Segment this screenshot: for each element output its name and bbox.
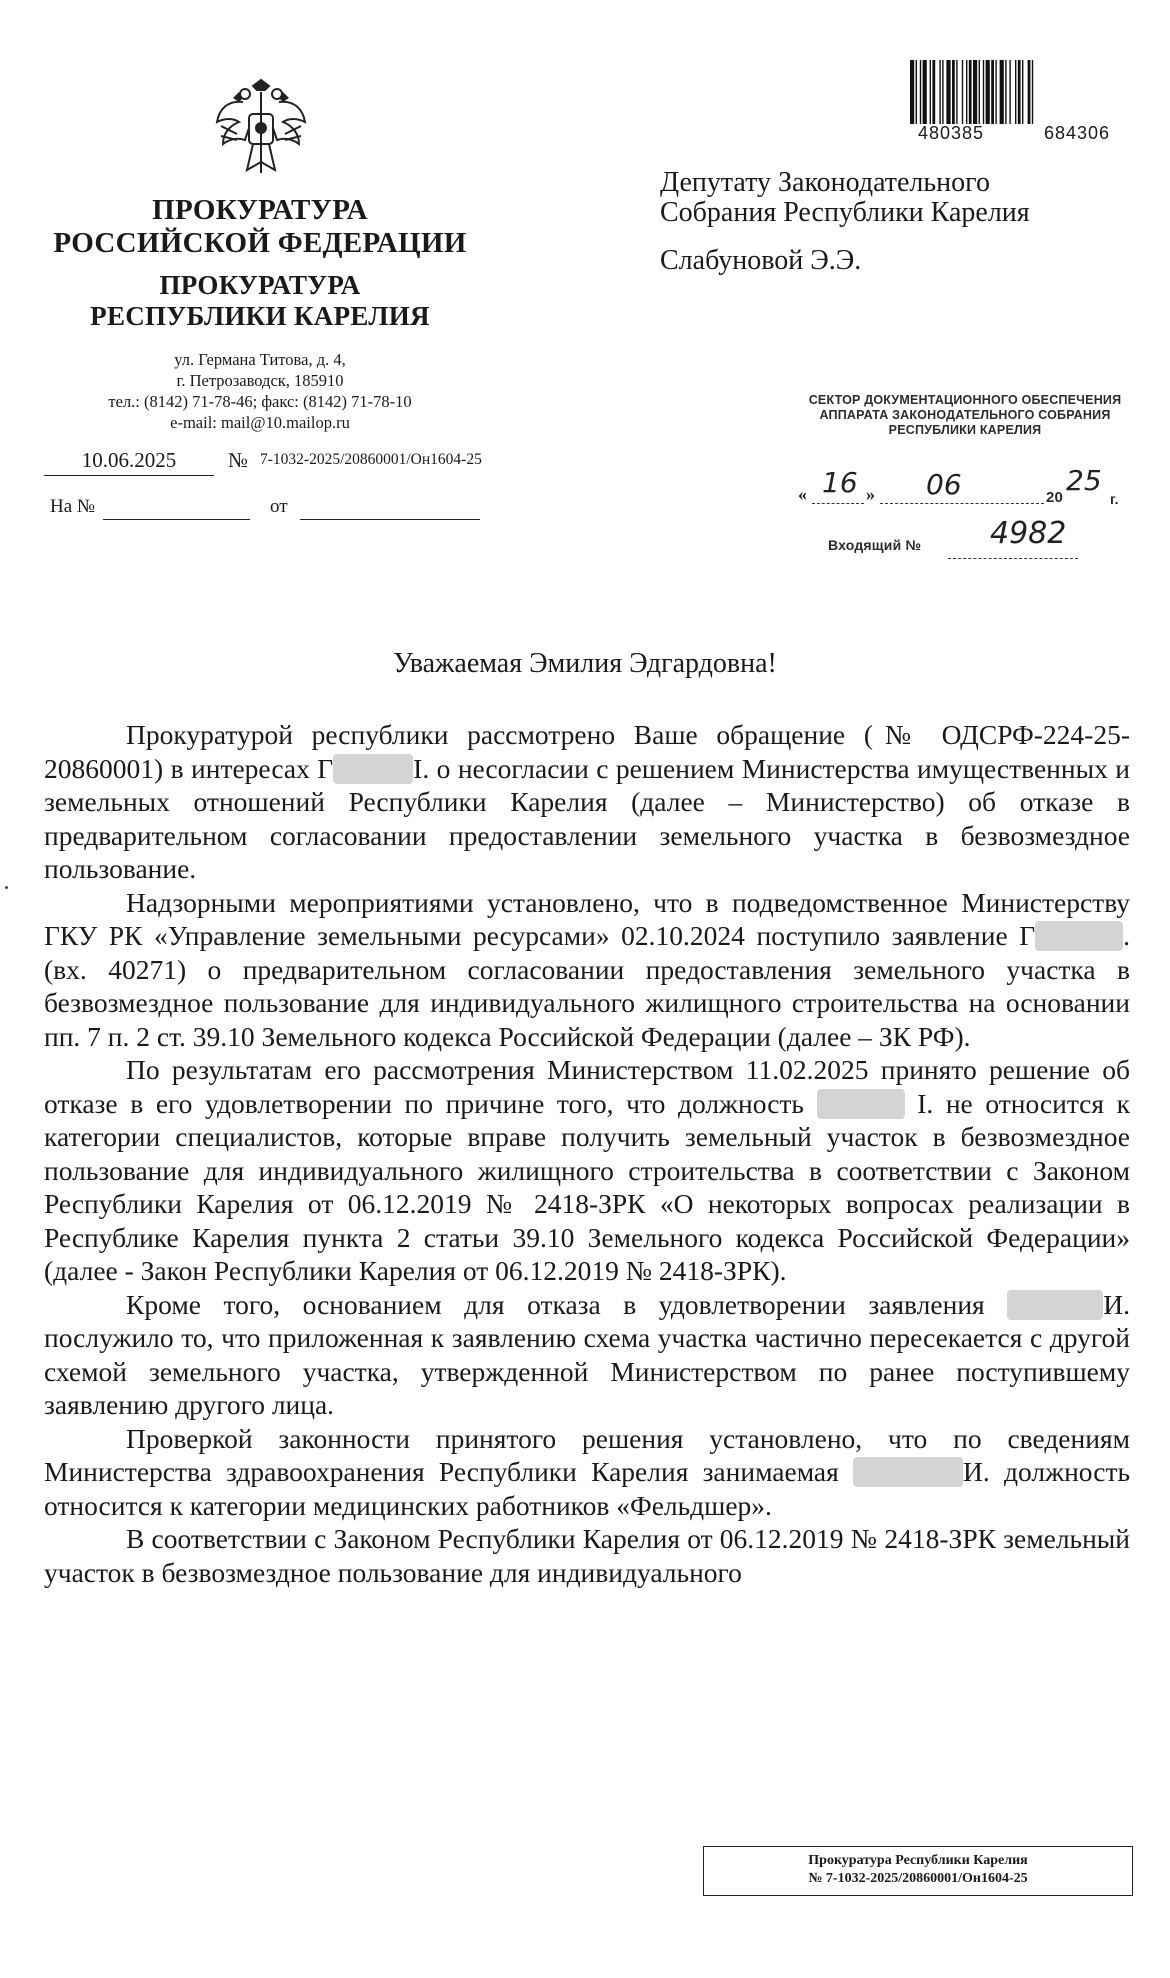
barcode-right-number: 684306	[1044, 123, 1111, 143]
address-line-4: e-mail: mail@10.mailop.ru	[170, 413, 350, 432]
addressee-line-1: Депутату Законодательного	[660, 167, 990, 198]
barcode-bar	[979, 60, 980, 124]
reply-to-label: На №	[50, 496, 96, 517]
reply-to-line	[103, 497, 250, 520]
paragraph-1-part-a: Прокуратурой республики рассмотрено Ваше обращение (№ ОДСРФ-224-25-20860001) в интересах Г	[44, 719, 1130, 784]
organization-name	[40, 194, 480, 260]
barcode-bar	[991, 60, 994, 124]
barcode-bar	[1022, 60, 1023, 124]
paragraph-6	[44, 1522, 1130, 1589]
salutation: Уважаемая Эмилия Эдгардовна!	[393, 648, 777, 679]
address-line-1: ул. Германа Титова, д. 4,	[174, 350, 346, 369]
from-line	[300, 497, 480, 520]
paragraph-3-part-b: I. не относится к категории специалистов, которые вправе получить земельный участок в безвозмездное пользование для индивидуального жилищного строительства в соответствии с Законом Республики Карелия от 06.12.2019 № 2418-ЗРК «О некоторых вопросах реализации в Республике Карелия пункта 2 статьи 39.10 Земельного кодекса Российской Федерации» (далее - Закон Республики Карелия от 06.12.2019 № 2418-ЗРК).	[44, 1087, 1131, 1286]
stamp-line-3: РЕСПУБЛИКИ КАРЕЛИЯ	[888, 423, 1042, 437]
barcode-left-number: 480385	[918, 123, 985, 143]
org-line-3: ПРОКУРАТУРА	[159, 270, 361, 300]
barcode	[910, 60, 1130, 124]
barcode-bar	[932, 60, 935, 124]
barcode-bar	[939, 60, 940, 124]
org-line-4: РЕСПУБЛИКИ КАРЕЛИЯ	[90, 301, 430, 331]
paragraph-5	[44, 1422, 1130, 1523]
redacted-block	[333, 754, 413, 784]
paragraph-1	[44, 718, 1130, 886]
paragraph-2-part-b: . (вх. 40271) о предварительном согласовании предоставления земельного участка в безвозмездное пользование для индивидуального жилищного строительства на основании пп. 7 п. 2 ст. 39.10 Земельного кодекса Российской Федерации (далее – ЗК РФ).	[44, 920, 1130, 1052]
outgoing-date: 10.06.2025	[44, 448, 214, 476]
org-line-1: ПРОКУРАТУРА	[152, 194, 368, 226]
org-line-2: РОССИЙСКОЙ ФЕДЕРАЦИИ	[53, 227, 467, 259]
barcode-bar	[986, 60, 990, 124]
stamp-year-prefix: 20	[1046, 489, 1064, 506]
stamp-incoming-number: 4982	[990, 516, 1067, 551]
barcode-bar	[969, 60, 972, 124]
stamp-quote-open: «	[798, 484, 807, 504]
stamp-month: 06	[926, 468, 962, 501]
stamp-year-suffix: 25	[1066, 464, 1102, 497]
barcode-bar	[916, 60, 917, 124]
barcode-bar	[983, 60, 984, 124]
paragraph-3-part-a: По результатам его рассмотрения Министерством 11.02.2025 принято решение об отказе в его удовлетворении по причине того, что должность	[44, 1054, 1130, 1119]
barcode-bar	[1018, 60, 1021, 124]
redacted-block	[817, 1089, 905, 1119]
from-label: от	[270, 496, 288, 517]
redacted-block	[853, 1457, 963, 1487]
footer-registration-box	[703, 1846, 1133, 1896]
paragraph-5-part-b: И. должность относится к категории медицинских работников «Фельдшер».	[44, 1456, 1130, 1521]
barcode-bar	[1000, 60, 1004, 124]
paragraph-2	[44, 886, 1130, 1054]
barcode-bar	[920, 60, 921, 124]
paragraph-4	[44, 1288, 1130, 1422]
paragraph-6-text: В соответствии с Законом Республики Карелия от 06.12.2019 № 2418-ЗРК земельный участок в безвозмездное пользование для индивидуального	[44, 1523, 1130, 1588]
letter-body	[44, 718, 1130, 1589]
barcode-bar	[1015, 60, 1016, 124]
paragraph-5-part-a: Проверкой законности принятого решения установлено, что по сведениям Министерства здравоохранения Республики Карелия занимаемая	[44, 1422, 1130, 1487]
barcode-bar	[1032, 60, 1033, 124]
barcode-bar	[952, 60, 955, 124]
barcode-bar	[946, 60, 950, 124]
barcode-bar	[930, 60, 931, 124]
addressee	[660, 168, 1030, 228]
stamp-day: 16	[822, 466, 858, 499]
scan-speck	[5, 886, 8, 889]
stamp-line-2: АППАРАТА ЗАКОНОДАТЕЛЬНОГО СОБРАНИЯ	[819, 408, 1111, 422]
stamp-day-line	[812, 503, 864, 504]
barcode-bar	[995, 60, 996, 124]
address-line-2: г. Петрозаводск, 185910	[176, 371, 344, 390]
stamp-line-1: СЕКТОР ДОКУМЕНТАЦИОННОГО ОБЕСПЕЧЕНИЯ	[808, 393, 1122, 407]
address-line-3: тел.: (8142) 71-78-46; факс: (8142) 71-78-10	[108, 392, 412, 411]
paragraph-2-part-a: Надзорными мероприятиями установлено, что в подведомственное Министерству ГКУ РК «Управление земельными ресурсами» 02.10.2024 поступило заявление Г	[44, 886, 1130, 951]
addressee-line-2: Собрания Республики Карелия	[660, 197, 1030, 228]
barcode-bar	[942, 60, 943, 124]
stamp-incoming-line	[948, 558, 1078, 559]
registration-stamp	[775, 393, 1155, 438]
paragraph-4-part-a: Кроме того, основанием для отказа в удовлетворении заявления	[126, 1288, 985, 1320]
barcode-bar	[910, 60, 914, 124]
barcode-bar	[973, 60, 977, 124]
paragraph-1-part-b: I. о несогласии с решением Министерства имущественных и земельных отношений Республики Карелия (далее – Министерство) об отказе в предварительном согласовании предоставлении земельного участка в безвозмездное пользование.	[44, 752, 1130, 884]
barcode-bar	[1005, 60, 1006, 124]
barcode-bar	[956, 60, 957, 124]
paragraph-4-part-b: И. послужило то, что приложенная к заявлению схема участка частично пересекается с другой схемой земельного участка, утвержденной Министерством по ранее поступившему заявлению другого лица.	[44, 1288, 1131, 1420]
paragraph-3	[44, 1053, 1130, 1288]
redacted-block	[1007, 1290, 1103, 1320]
outgoing-number-label: №	[228, 448, 249, 472]
stamp-quote-close: »	[866, 484, 875, 504]
footer-line-2: № 7-1032-2025/20860001/Он1604-25	[808, 1871, 1028, 1886]
barcode-bar	[1028, 60, 1031, 124]
coat-of-arms-icon	[213, 78, 309, 182]
footer-line-1: Прокуратура Республики Карелия	[808, 1853, 1028, 1868]
barcode-bar	[962, 60, 963, 124]
barcode-bar	[923, 60, 927, 124]
organization-subname	[40, 270, 480, 332]
barcode-bar	[966, 60, 967, 124]
stamp-month-line	[880, 503, 1044, 504]
stamp-incoming-label: Входящий №	[828, 537, 922, 553]
addressee-name: Слабуновой Э.Э.	[660, 245, 862, 276]
organization-address	[40, 349, 480, 433]
outgoing-number: 7-1032-2025/20860001/Он1604-25	[260, 451, 482, 468]
barcode-bar	[1009, 60, 1010, 124]
stamp-year-g: г.	[1110, 491, 1119, 507]
redacted-block	[1035, 921, 1123, 951]
